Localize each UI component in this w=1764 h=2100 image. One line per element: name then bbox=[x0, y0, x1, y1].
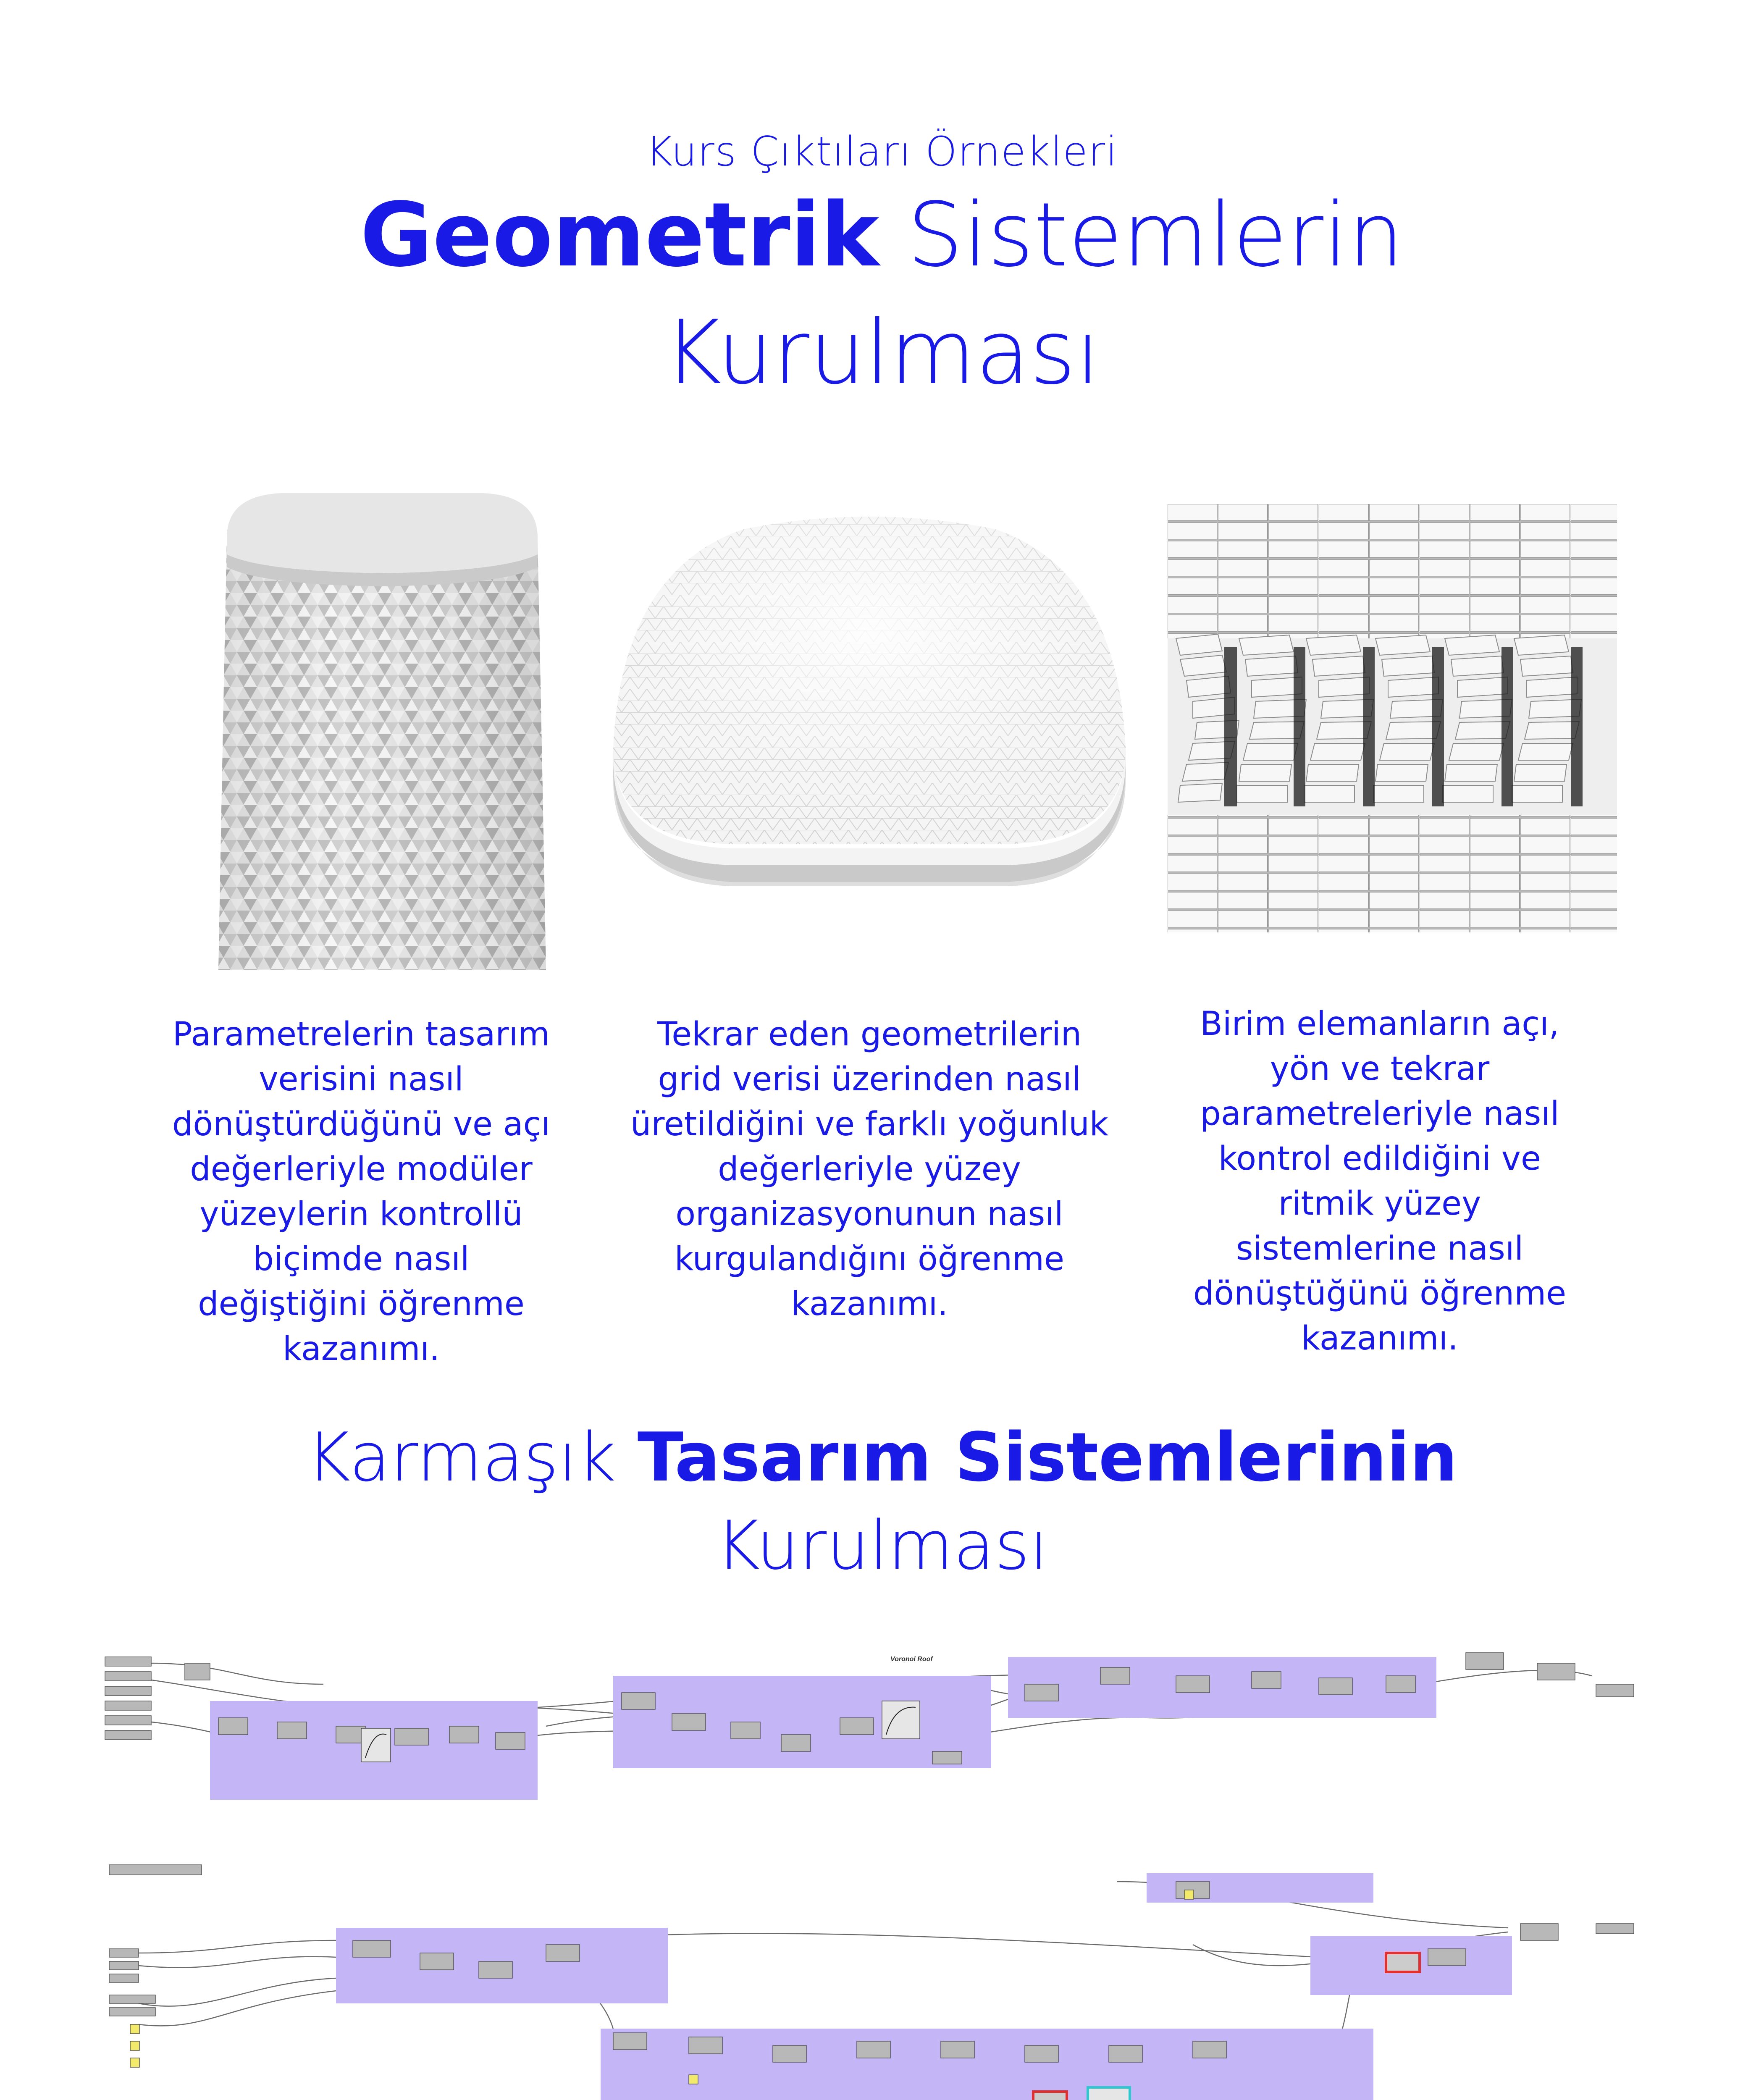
section-title-prefix: Karmaşık bbox=[306, 1418, 638, 1496]
rotated-brick-columns bbox=[1168, 634, 1617, 815]
caption-line: ritmik yüzey bbox=[1278, 1185, 1481, 1223]
caption-line: değerleriyle modüler bbox=[190, 1150, 533, 1188]
page-title-line2: Kurulması bbox=[664, 301, 1100, 404]
caption-line: kontrol edildiğini ve bbox=[1218, 1140, 1541, 1178]
group-box bbox=[1008, 1657, 1436, 1718]
caption-line: dönüştüğünü öğrenme bbox=[1193, 1275, 1567, 1312]
section-title bbox=[0, 1415, 1764, 1499]
caption-3 bbox=[1159, 1002, 1600, 1361]
group-label: Voronoi Roof bbox=[890, 1656, 933, 1663]
caption-line: grid verisi üzerinden nasıl bbox=[658, 1060, 1081, 1098]
caption-line: yüzeylerin kontrollü bbox=[200, 1195, 523, 1233]
caption-line: Tekrar eden geometrilerin bbox=[657, 1016, 1082, 1053]
section-title-line2: Kurulması bbox=[716, 1506, 1048, 1585]
caption-line: değerleriyle yüzey bbox=[718, 1150, 1021, 1188]
page-title-bold: Geometrik bbox=[360, 184, 879, 286]
caption-line: değiştiğini öğrenme bbox=[198, 1285, 525, 1323]
caption-line: üretildiğini ve farklı yoğunluk bbox=[630, 1105, 1109, 1143]
caption-line: kazanımı. bbox=[791, 1285, 948, 1323]
grasshopper-definition-1 bbox=[101, 1638, 1672, 1806]
caption-line: verisini nasıl bbox=[259, 1060, 464, 1098]
page-title bbox=[0, 185, 1764, 286]
brick-wall-render bbox=[1168, 504, 1617, 932]
caption-1 bbox=[141, 1012, 582, 1372]
caption-line: Birim elemanların açı, bbox=[1200, 1005, 1559, 1043]
pillow-surface-render bbox=[605, 512, 1134, 899]
caption-line: sistemlerine nasıl bbox=[1236, 1230, 1524, 1268]
section-title-bold: Tasarım Sistemlerinin bbox=[637, 1418, 1458, 1496]
caption-line: kurgulandığını öğrenme bbox=[674, 1240, 1064, 1278]
caption-line: dönüştürdüğünü ve açı bbox=[172, 1105, 551, 1143]
caption-line: parametreleriyle nasıl bbox=[1200, 1095, 1559, 1133]
grasshopper-definition-2 bbox=[101, 1856, 1672, 2100]
caption-line: biçimde nasıl bbox=[253, 1240, 470, 1278]
caption-line: organizasyonunun nasıl bbox=[675, 1195, 1063, 1233]
caption-2 bbox=[628, 1012, 1111, 1327]
caption-line: Parametrelerin tasarım bbox=[172, 1016, 550, 1053]
page-title-rest: Sistemlerin bbox=[879, 184, 1404, 286]
caption-line: kazanımı. bbox=[1301, 1320, 1458, 1357]
folded-column-render bbox=[210, 487, 554, 970]
caption-line: yön ve tekrar bbox=[1270, 1050, 1490, 1088]
eyebrow-text: Kurs Çıktıları Örnekleri bbox=[646, 128, 1118, 175]
caption-line: kazanımı. bbox=[283, 1330, 440, 1368]
